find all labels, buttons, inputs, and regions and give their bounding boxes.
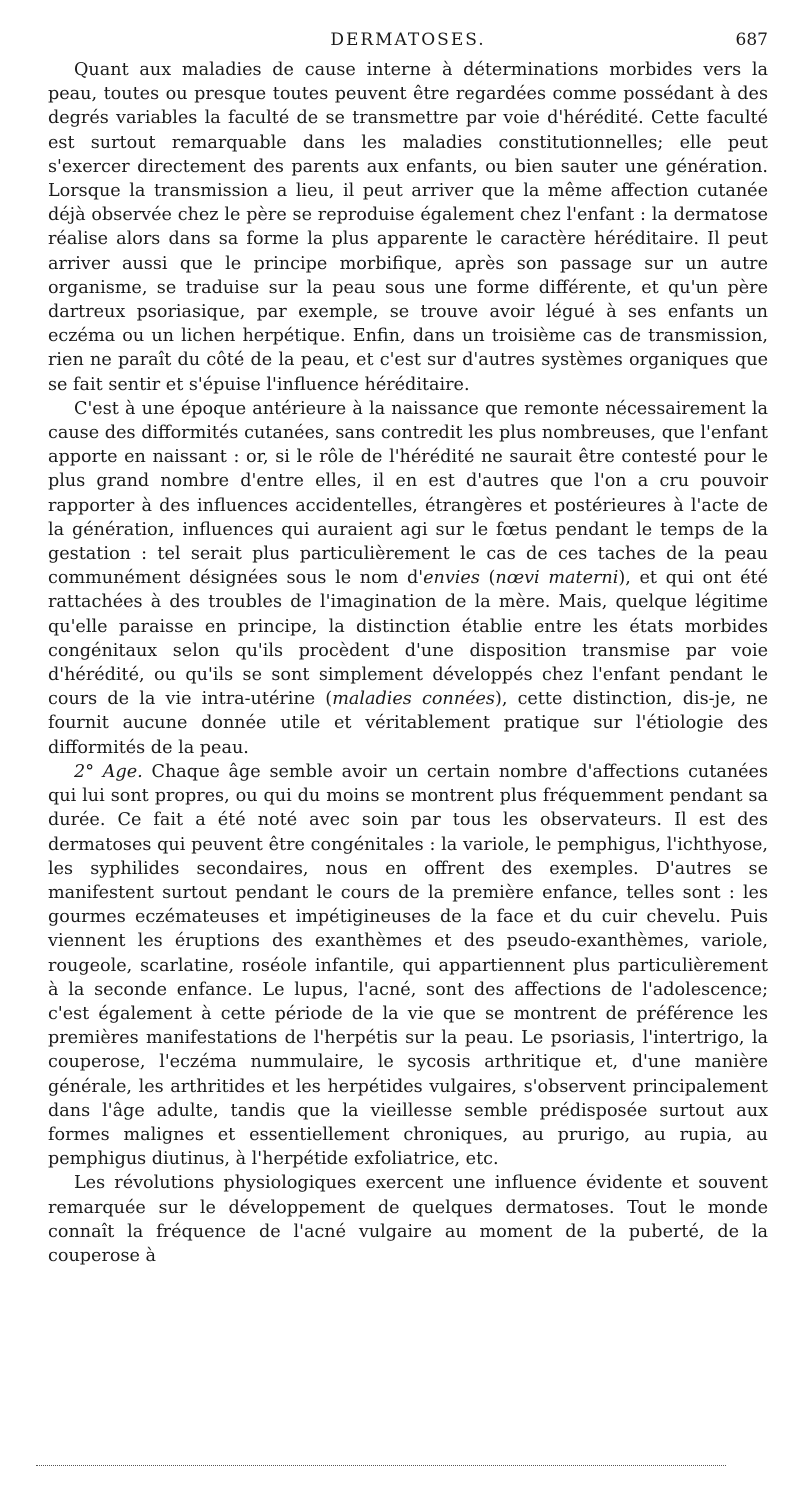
running-title: DERMATOSES.: [330, 30, 486, 50]
section-lead: 2° Age.: [74, 761, 143, 782]
text-segment: ), cette distinction, dis-je, ne fournit aucune donnée utile et véritablement pratique sur l'étiologie des difformités de la peau.: [48, 689, 768, 758]
paragraph-congenital: [48, 397, 768, 760]
italic-term: maladies connées: [332, 689, 495, 710]
paragraph-heredity: Quant aux maladies de cause interne à déterminations morbides vers la peau, toutes ou presque toutes peuvent être regardées comme possédant à des degrés variables la faculté de se transmettre par voie d'hérédité. Cette faculté est surtout remarquable dans les maladies constitutionnelles; elle peut s'exercer directement des parents aux enfants, ou bien sauter une génération. Lorsque la transmission a lieu, il peut arriver que la même affection cutanée déjà observée chez le père se reproduise également chez l'enfant : la dermatose réalise alors dans sa forme la plus apparente le caractère héréditaire. Il peut arriver aussi que le principe morbifique, après son passage sur un autre organisme, se traduise sur la peau sous une forme différente, et qu'un père dartreux psoriasique, par exemple, se trouve avoir légué à ses enfants un eczéma ou un lichen herpétique. Enfin, dans un troisième cas de transmission, rien ne paraît du côté de la peau, et c'est sur d'autres systèmes organiques que se fait sentir et s'épuise l'influence héréditaire.: [48, 60, 768, 395]
footer-dotted-rule: [36, 1465, 726, 1466]
page-number: 687: [735, 30, 768, 50]
paragraph-age: [48, 760, 768, 1171]
page-header: [48, 30, 768, 54]
book-page: [48, 30, 768, 1268]
body-text: [48, 58, 768, 1268]
text-segment: (: [479, 568, 496, 589]
paragraph-physiological: Les révolutions physiologiques exercent une influence évidente et souvent remarquée sur le développement de quelques dermatoses. Tout le monde connaît la fréquence de l'acné vulgaire au moment de la puberté, de la couperose à: [48, 1173, 768, 1266]
text-segment: ), et qui ont été rattachées à des troubles de l'imagination de la mère. Mais, quelque légitime qu'elle paraisse en principe, la distinction établie entre les états morbides congénitaux selon qu'ils procèdent d'une disposition transmise par voie d'hérédité, ou qu'ils se sont simplement développés chez l'enfant pendant le cours de la vie intra-utérine (: [48, 568, 768, 710]
text-segment: Chaque âge semble avoir un certain nombre d'affections cutanées qui lui sont propres, ou qui du moins se montrent plus fréquemment pendant sa durée. Ce fait a été noté avec soin par tous les observateurs. Il est des dermatoses qui peuvent être congénitales : la variole, le pemphigus, l'ichthyose, les syphilides secondaires, nous en offrent des exemples. D'autres se manifestent surtout pendant le cours de la première enfance, telles sont : les gourmes eczémateuses et impétigineuses de la face et du cuir chevelu. Puis viennent les éruptions des exanthèmes et des pseudo-exanthèmes, variole, rougeole, scarlatine, roséole infantile, qui appartiennent plus particulièrement à la seconde enfance. Le lupus, l'acné, sont des affections de l'adolescence; c'est également à cette période de la vie que se montrent de préférence les premières manifestations de l'herpétis sur la peau. Le psoriasis, l'intertrigo, la couperose, l'eczéma nummulaire, le sycosis arthritique et, d'une manière générale, les arthritides et les herpétides vulgaires, s'observent principalement dans l'âge adulte, tandis que la vieillesse semble prédisposée surtout aux formes malignes et essentiellement chroniques, au prurigo, au rupia, au pemphigus diutinus, à l'herpétide exfoliatrice, etc.: [48, 761, 768, 1170]
italic-term: envies: [423, 568, 480, 589]
italic-term: nœvi materni: [495, 568, 619, 589]
text-segment: C'est à une époque antérieure à la naissance que remonte nécessairement la cause des difformités cutanées, sans contredit les plus nombreuses, que l'enfant apporte en naissant : or, si le rôle de l'hérédité ne saurait être contesté pour le plus grand nombre d'entre elles, il en est d'autres que l'on a cru pouvoir rapporter à des influences accidentelles, étrangères et postérieures à l'acte de la génération, influences qui auraient agi sur le fœtus pendant le temps de la gestation : tel serait plus particulièrement le cas de ces taches de la peau communément désignées sous le nom d': [48, 398, 768, 589]
